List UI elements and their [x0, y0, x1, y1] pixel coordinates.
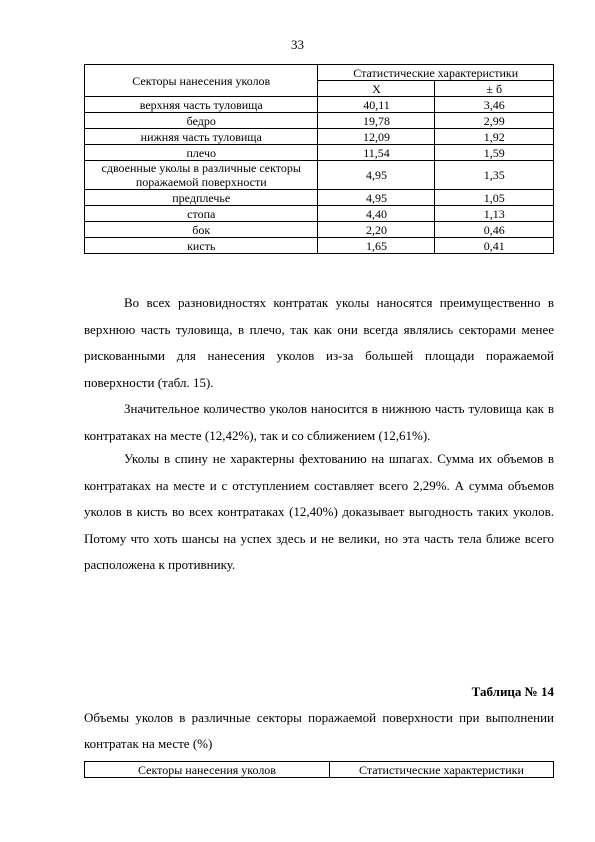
stats-table	[84, 64, 554, 254]
table-label: Таблица № 14	[471, 684, 554, 699]
cell-sector: бедро	[85, 113, 318, 129]
cell-x: 1,65	[318, 238, 435, 254]
table-row	[85, 113, 554, 129]
cell-sector: верхняя часть туловища	[85, 97, 318, 113]
cell-sigma: 1,59	[435, 145, 554, 161]
cell-x: 4,95	[318, 161, 435, 190]
cell-sector	[85, 161, 318, 190]
table-row	[85, 190, 554, 206]
header-sector: Секторы нанесения уколов	[85, 65, 318, 97]
page-number: 33	[291, 37, 304, 52]
paragraph: Во всех разновидностях контратак уколы наносятся преимущественно в верхнюю часть туловища, в плечо, так как они всегда являлись секторами менее рискованными для нанесения уколов из-за большей площади поражаемой поверхности (табл. 15).	[84, 295, 554, 390]
stats-table-2	[84, 761, 554, 778]
table-row	[85, 97, 554, 113]
cell-sector: плечо	[85, 145, 318, 161]
cell-sector-line: поражаемой поверхности	[135, 175, 267, 189]
cell-sigma: 1,92	[435, 129, 554, 145]
cell-sigma: 2,99	[435, 113, 554, 129]
table-header-row	[85, 65, 554, 81]
cell-x: 19,78	[318, 113, 435, 129]
cell-sector: предплечье	[85, 190, 318, 206]
cell-sector: стопа	[85, 206, 318, 222]
cell-x: 12,09	[318, 129, 435, 145]
header-x: X	[318, 81, 435, 97]
cell-x: 4,95	[318, 190, 435, 206]
cell-sector: кисть	[85, 238, 318, 254]
header-stats: Статистические характеристики	[318, 65, 554, 81]
table-row	[85, 129, 554, 145]
cell-sigma: 0,46	[435, 222, 554, 238]
table-row	[85, 161, 554, 190]
header-sector: Секторы нанесения уколов	[85, 762, 330, 778]
cell-sigma: 1,35	[435, 161, 554, 190]
table-row	[85, 206, 554, 222]
header-stats: Статистические характеристики	[330, 762, 554, 778]
header-sigma: ± б	[435, 81, 554, 97]
cell-sigma: 1,05	[435, 190, 554, 206]
cell-sector: бок	[85, 222, 318, 238]
cell-x: 2,20	[318, 222, 435, 238]
cell-sigma: 0,41	[435, 238, 554, 254]
table-row	[85, 222, 554, 238]
cell-sector: нижняя часть туловища	[85, 129, 318, 145]
paragraph: Значительное количество уколов наносится в нижнюю часть туловища как в контратаках на месте (12,42%), так и со сближением (12,61%).	[84, 401, 554, 443]
cell-x: 40,11	[318, 97, 435, 113]
cell-sector-line: сдвоенные уколы в различные секторы	[101, 161, 301, 175]
cell-x: 11,54	[318, 145, 435, 161]
table-caption: Объемы уколов в различные секторы поражаемой поверхности при выполнении контратак на месте (%)	[84, 710, 554, 751]
cell-x: 4,40	[318, 206, 435, 222]
table-row	[85, 238, 554, 254]
cell-sigma: 3,46	[435, 97, 554, 113]
paragraph: Уколы в спину не характерны фехтованию на шпагах. Сумма их объемов в контратаках на месте и с отступлением составляет всего 2,29%. А сумма объемов уколов в кисть во всех контратаках (12,40%) доказывает выгодность таких уколов. Потому что хоть шансы на успех здесь и не велики, но эта часть тела ближе всего расположена к противнику.	[84, 451, 554, 572]
table-row	[85, 145, 554, 161]
table-header-row	[85, 762, 554, 778]
cell-sigma: 1,13	[435, 206, 554, 222]
